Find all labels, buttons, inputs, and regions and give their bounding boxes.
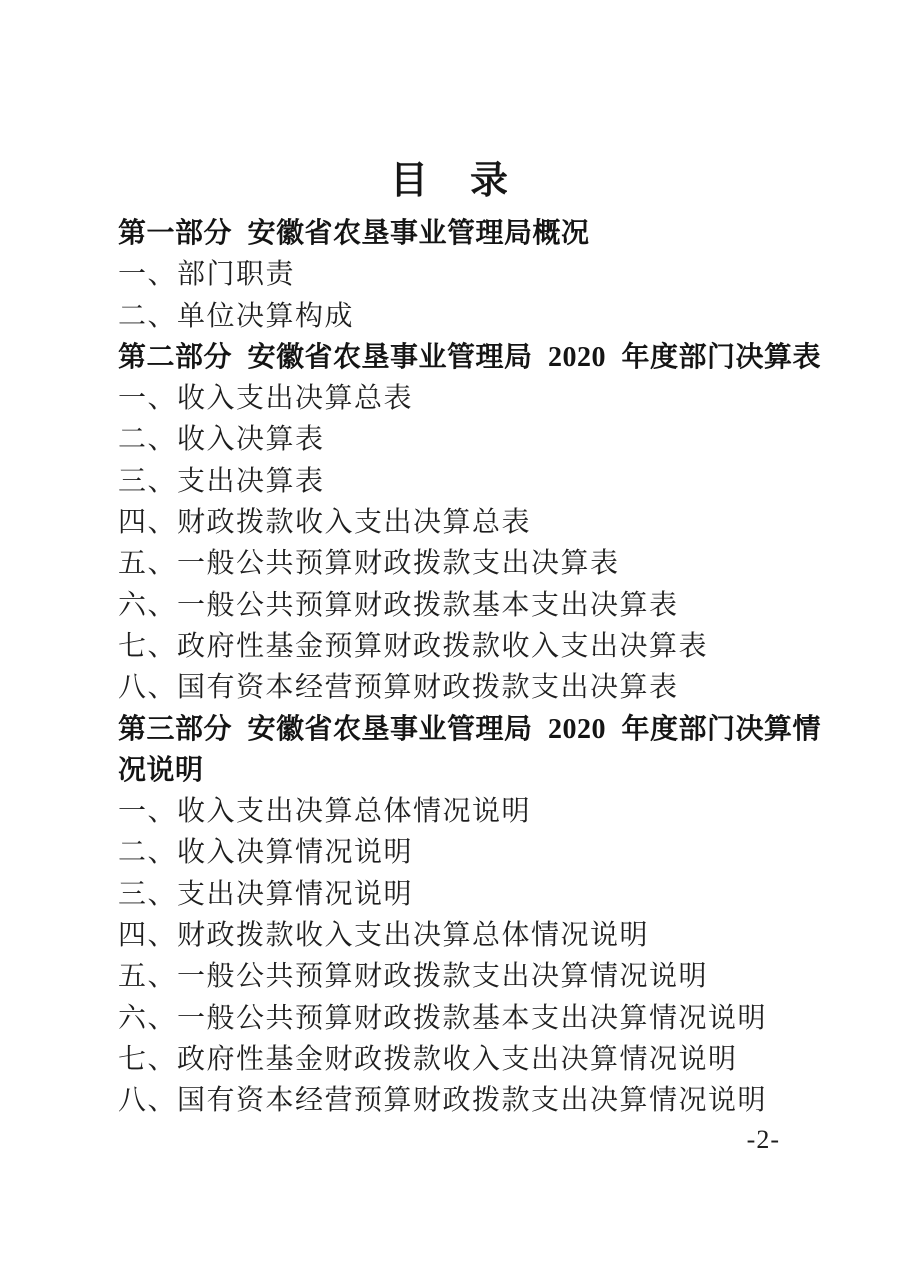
toc-item: 四、财政拨款收入支出决算总体情况说明 <box>118 920 650 952</box>
toc-item: 二、收入决算表 <box>118 424 325 456</box>
toc-section-heading: 第三部分 安徽省农垦事业管理局 2020 年度部门决算情 <box>118 713 822 745</box>
toc-section-heading: 第二部分 安徽省农垦事业管理局 2020 年度部门决算表 <box>118 341 822 373</box>
toc-item: 三、支出决算表 <box>118 465 325 497</box>
toc-item: 一、部门职责 <box>118 259 296 291</box>
toc-item: 六、一般公共预算财政拨款基本支出决算表 <box>118 589 679 621</box>
toc-item: 二、单位决算构成 <box>118 300 355 332</box>
toc-item: 六、一般公共预算财政拨款基本支出决算情况说明 <box>118 1002 768 1034</box>
toc-section-heading-continued: 况说明 <box>118 754 204 786</box>
table-of-contents <box>0 213 900 1122</box>
toc-item: 五、一般公共预算财政拨款支出决算表 <box>118 548 620 580</box>
toc-item: 八、国有资本经营预算财政拨款支出决算情况说明 <box>118 1085 768 1117</box>
page-number: -2- <box>746 1124 780 1154</box>
page-title: 目 录 <box>389 160 510 202</box>
toc-item: 三、支出决算情况说明 <box>118 878 414 910</box>
toc-item: 一、收入支出决算总体情况说明 <box>118 796 532 828</box>
toc-item: 二、收入决算情况说明 <box>118 837 414 869</box>
toc-item: 一、收入支出决算总表 <box>118 383 414 415</box>
toc-section-heading: 第一部分 安徽省农垦事业管理局概况 <box>118 218 590 249</box>
toc-item: 七、政府性基金财政拨款收入支出决算情况说明 <box>118 1043 738 1075</box>
toc-item: 五、一般公共预算财政拨款支出决算情况说明 <box>118 961 709 993</box>
toc-item: 七、政府性基金预算财政拨款收入支出决算表 <box>118 630 709 662</box>
toc-item: 八、国有资本经营预算财政拨款支出决算表 <box>118 672 679 704</box>
toc-item: 四、财政拨款收入支出决算总表 <box>118 507 532 539</box>
